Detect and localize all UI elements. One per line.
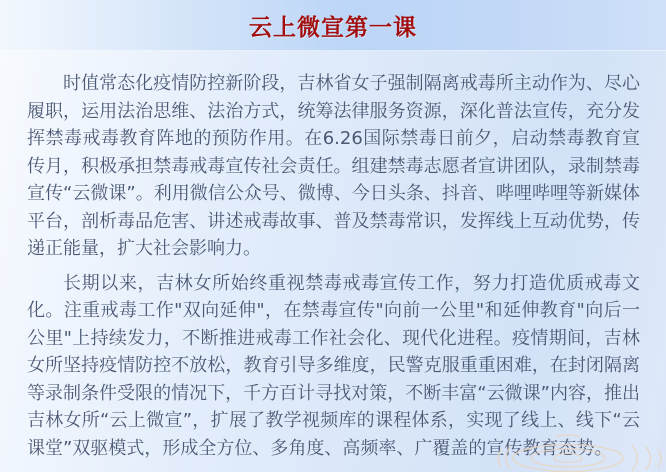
paragraph: 长期以来，吉林女所始终重视禁毒戒毒宣传工作，努力打造优质戒毒文化。注重戒毒工作"双向延伸"，在禁毒宣传"向前一公里"和延伸教育"向后一公里"上持续发力，不断推进戒毒工作社会化、现代化进程。疫情期间，吉林女所坚持疫情防控不放松，教育引导多维度，民警克服重重困难，在封闭隔离等录制条件受限的情况下，千方百计寻找对策，不断丰富“云微课”内容，推出吉林女所“云上微宣”，扩展了教学视频库的课程体系，实现了线上、线下“云课堂”双驱模式，形成全方位、多角度、高频率、广覆盖的宣传教育态势。 <box>27 272 640 459</box>
page-title: 云上微宣第一课 <box>249 14 417 41</box>
paragraph: 时值常态化疫情防控新阶段，吉林省女子强制隔离戒毒所主动作为、尽心履职，运用法治思维、法治方式，统筹法律服务资源，深化普法宣传，充分发挥禁毒戒毒教育阵地的预防作用。在6.26国际禁毒日前夕，启动禁毒教育宣传月，积极承担禁毒戒毒宣传社会责任。组建禁毒志愿者宣讲团队，录制禁毒宣传“云微课”。利用微信公众号、微博、今日头条、抖音、哔哩哔哩等新媒体平台，剖析毒品危害、讲述戒毒故事、普及禁毒常识，发挥线上互动优势，传递正能量，扩大社会影响力。 <box>27 73 640 259</box>
title-bar <box>0 0 666 51</box>
article-body <box>0 51 666 462</box>
